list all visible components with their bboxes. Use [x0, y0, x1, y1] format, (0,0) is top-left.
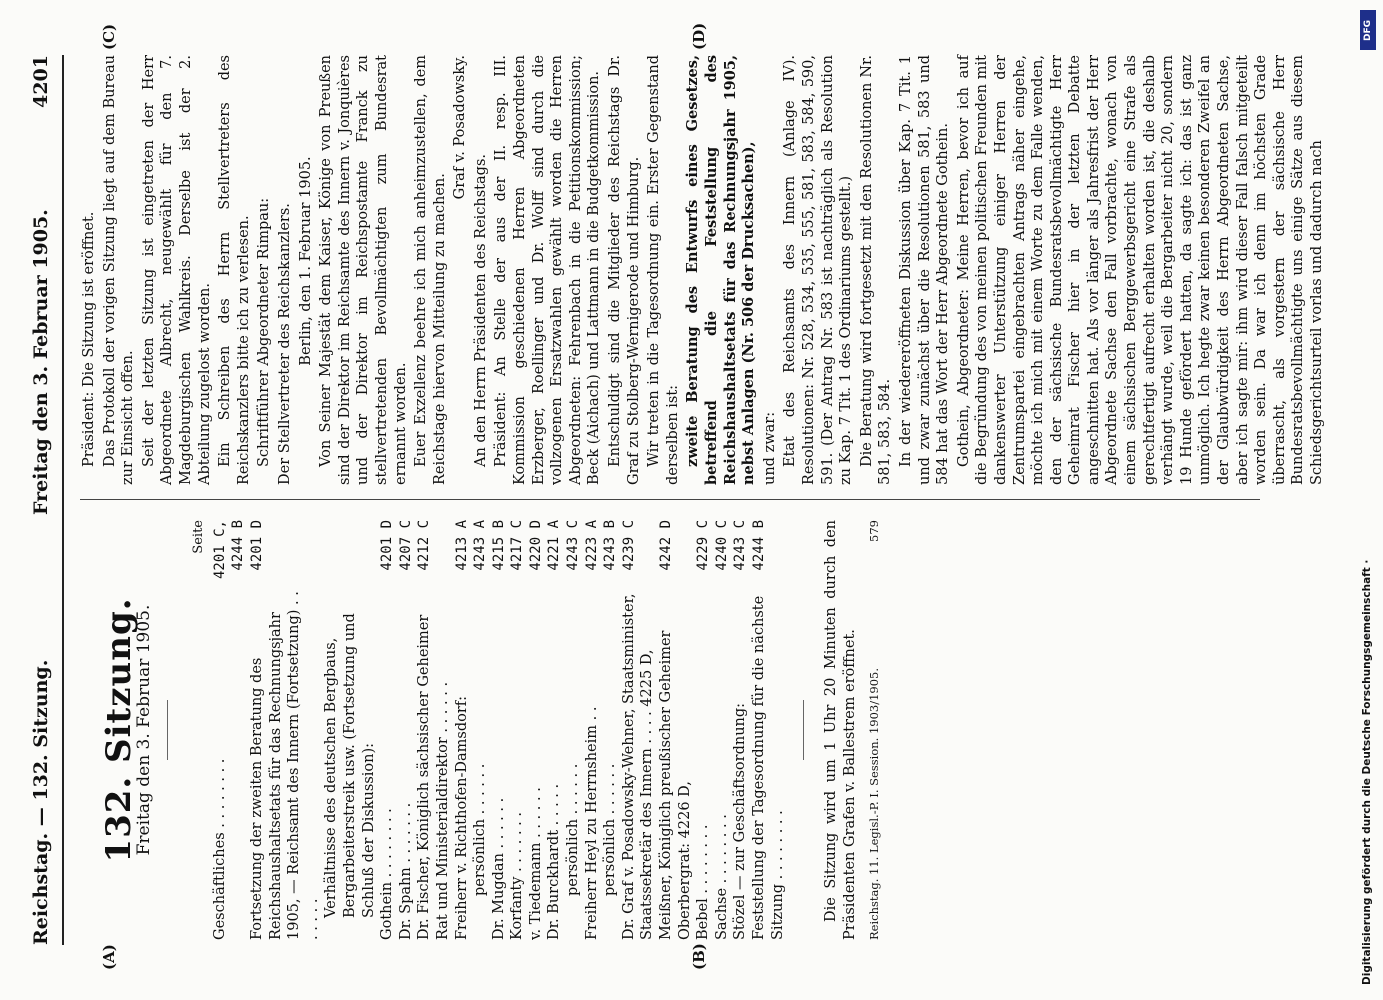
toc-entry-page: 4239 C [620, 520, 637, 571]
toc-entry-page: 4215 B [490, 520, 507, 571]
toc-row [731, 520, 750, 940]
toc-entry-text: persönlich . . . . . . [565, 763, 582, 896]
para-gothein: Gothein, Abgeordneter: Meine Herren, bevor ich auf die Begründung des von meinen politischen Freunden mit dankenswerter Unterstützung einiger Herren der Zentrumspartei eingebrachten Antrags näher eingehe, möchte ich mich mit einem Worte zu dem Falle wenden, den der sächsische Bundesratsbevollmächtigte Herr Geheimrat Fischer hier in der letzten Debatte angeschnitten hat. Als vor länger als Jahresfrist der Herr Abgeordnete Sachse den Fall vorbrachte, wonach von einem sächsischen Berggewerbsgericht eine Strafe als gerechtfertigt aufrecht erhalten worden ist, die deshalb verhängt wurde, weil die Bergarbeiter nicht 20, sondern 19 Hunde gefördert hatten, da sagte ich: das ist ganz unmöglich. Ich hegte zwar keinen besonderen Zweifel an der Glaubwürdigkeit des Herrn Abgeordneten Sachse, aber ich sagte mir: ihm wird dieser Fall falsch mitgeteilt worden sein. Da war ich denn im höchsten Grade überrascht, als vorgestern der sächsische Herr Bundesratsbevollmächtigte uns einige Sätze aus diesem Schiedsgerichtsurteil vorlas und dadurch nach [955, 55, 1325, 485]
toc-row [583, 520, 602, 940]
left-column [80, 520, 884, 940]
page-header [30, 55, 60, 945]
toc-entry-page: 4212 C [416, 520, 433, 571]
toc-entry-page: 4244 B [751, 520, 767, 571]
session-subtitle: Freitag den 3. Februar 1905. [133, 604, 154, 856]
para-beratung: Die Beratung wird fortgesetzt mit den Resolutionen Nr. 581, 583, 584. [858, 55, 894, 485]
toc-entry-page: 4223 A [583, 520, 600, 571]
para-stellvertreter: Der Stellvertreter des Reichskanzlers. [276, 203, 293, 485]
toc-entry-text: Dr. Burckhardt . . . . . [546, 783, 563, 940]
para-exzellenz: Euer Exzellenz beehre ich mich anheimzustellen, dem Reichstage hiervon Mitteilung zu machen. [413, 55, 448, 485]
toc-entry-text: Dr. Fischer, Königlich sächsischer Geheimer Rat und Ministerialdirektor . . . . . . [416, 614, 451, 940]
para-tagesordnung: Wir treten in die Tagesordnung ein. Erster Gegenstand derselben ist: [646, 55, 681, 485]
header-page-number: 4201 [30, 55, 52, 108]
title-rule [167, 700, 168, 760]
toc-entry-page: 4240 C [713, 520, 730, 571]
toc-entry-text: Dr. Graf v. Posadowsky-Wehner, Staatsminister, Staatssekretär des Innern . . . . 4225 D, [620, 593, 656, 940]
toc-row [750, 520, 787, 940]
para-zweite-beratung: zweite Beratung des Entwurfs eines Gesetzes, betreffend die Feststellung des Reichshaushaltsetats für das Rechnungsjahr 1905, nebst Anlagen (Nr. 506 der Drucksachen), [684, 55, 758, 485]
toc-entry-page: 4201 D [248, 520, 265, 571]
toc-row [620, 520, 657, 940]
right-column [80, 55, 1329, 485]
toc-row [211, 520, 248, 940]
toc-entry-page: 4201 C, 4244 B [211, 520, 247, 580]
toc-entry-text: Stözel — zur Geschäftsordnung: [732, 702, 749, 940]
toc-entry-page: 4243 C [565, 520, 582, 571]
toc-entry-text: Fortsetzung der zweiten Beratung des Reichshaushaltsetats für das Rechnungsjahr 1905, — Reichsamt des Innern (Fortsetzung) . . . . . . . [248, 591, 321, 940]
toc-row [527, 520, 546, 940]
toc-row [490, 520, 509, 940]
toc-row [378, 520, 397, 940]
toc-entry-text: Freiherr v. Richthofen-Damsdorf: [453, 695, 470, 940]
opening-statement: Die Sitzung wird um 1 Uhr 20 Minuten durch den Präsidenten Grafen v. Ballestrem eröffnet. [823, 520, 858, 940]
toc-entry-page: 4243 C [732, 520, 749, 571]
toc-entry-text: persönlich . . . . . . [602, 763, 619, 896]
toc-entry-page: 4229 C [695, 520, 712, 571]
footnote [865, 520, 884, 940]
toc-entry-page: 4243 A [472, 520, 489, 571]
toc-entry-text: Freiherr Heyl zu Herrnsheim . . [583, 706, 600, 940]
para-etat: Etat des Reichsamts des Innern (Anlage IV). Resolutionen: Nr. 528, 534, 535, 555, 581, 583, 584, 590, 591. (Der Antrag Nr. 583 ist nachträglich als Resolution zu Kap. 7 Tit. 1 des Ordinariums gestellt.) [782, 55, 855, 485]
toc-row [248, 520, 322, 940]
para-und-zwar: und zwar: [761, 411, 778, 485]
para-majestaet: Von Seiner Majestät dem Kaiser, Könige von Preußen sind der Direktor im Reichsamte des Innern v. Jonquières und der Direktor im Reichspostamte Franck zu stellvertretenden Bevollmächtigten zum Bundesrat ernannt worden. [318, 55, 409, 485]
toc-entry-text: v. Tiedemann . . . . . . [527, 787, 544, 940]
toc-entry-text: Dr. Spahn . . . . . . . [397, 802, 414, 940]
toc-row [322, 520, 378, 940]
toc-seite-label: Seite [191, 520, 207, 554]
dfg-credit: Digitalisierung gefördert durch die Deutsche Forschungsgemeinschaft · [1361, 559, 1373, 985]
margin-letter-c: (C) [100, 23, 118, 50]
toc-row [453, 520, 472, 940]
toc-end-rule [803, 700, 804, 760]
toc-entry-page: 4207 C [397, 520, 414, 571]
header-date: Freitag den 3. Februar 1905. [30, 209, 52, 515]
toc-row [397, 520, 416, 940]
table-of-contents [211, 520, 787, 940]
toc-entry-text: Verhältnisse des deutschen Bergbaus, Bergarbeiterstreik usw. (Fortsetzung und Schluß der Diskussion): [323, 613, 377, 918]
toc-entry-text: Dr. Mugdan . . . . . . [490, 797, 507, 940]
toc-entry-text: Feststellung der Tagesordnung für die nächste Sitzung . . . . . . . . [751, 595, 786, 940]
margin-letter-d: (D) [690, 22, 708, 50]
para-ersatzwahlen: Präsident: An Stelle der aus der II. resp. III. Kommission geschiedenen Herren Abgeordneten Erzberger, Roellinger und Dr. Wolff sind durch die vollzogenen Ersatzwahlen gewählt worden die Herren Abgeordneten: Fehrenbach in die Petitionskommission; Beck (Aichach) und Lattmann in die Budgetkommission. [493, 55, 603, 485]
toc-entry-page: 4243 B [602, 520, 619, 571]
toc-row [713, 520, 732, 940]
footnote-left: Reichstag. 11. Legisl.-P. I. Session. 1903/1905. [867, 667, 882, 940]
para-berlin-date: Berlin, den 1. Februar 1905. [297, 156, 314, 366]
toc-entry-page: 4220 D [527, 520, 544, 571]
para-diskussion: In der wiedereröffneten Diskussion über Kap. 7 Tit. 1 und zwar zunächst über die Resolutionen 581, 583 und 584 hat das Wort der Herr Abgeordnete Gothein. [897, 55, 952, 485]
toc-entry-text: Geschäftliches . . . . . . . . [211, 758, 228, 940]
margin-letter-a: (A) [100, 944, 118, 970]
toc-entry-text: persönlich . . . . . . [472, 763, 489, 896]
toc-row [694, 520, 713, 940]
toc-row [415, 520, 452, 940]
para-addressee: An den Herrn Präsidenten des Reichstags. [472, 154, 489, 467]
toc-row [545, 520, 564, 940]
toc-row [601, 520, 620, 940]
toc-entry-text: Gothein . . . . . . . . [379, 808, 396, 940]
session-title: 132. Sitzung. [99, 597, 139, 863]
para-schreiben: Ein Schreiben des Herrn Stellvertreters des Reichskanzlers bitte ich zu verlesen. [217, 55, 252, 485]
dfg-logo: DFG [1360, 10, 1376, 50]
para-protokoll: Das Protokoll der vorigen Sitzung liegt auf dem Bureau zur Einsicht offen. [101, 55, 137, 485]
para-entschuldigt: Entschuldigt sind die Mitglieder des Reichstags Dr. Graf zu Stolberg-Wernigerode und Himburg. [607, 55, 642, 485]
toc-row [564, 520, 583, 940]
toc-entry-page: 4201 D [379, 520, 396, 571]
toc-entry-page: 4217 C [509, 520, 526, 571]
column-divider [80, 499, 1260, 500]
toc-entry-text: Bebel . . . . . . . . [695, 824, 712, 940]
footnote-number: 579 [867, 520, 882, 542]
toc-entry-page: 4213 A [453, 520, 470, 571]
para-schriftfuehrer: Schriftführer Abgeordneter Rimpau: [256, 197, 273, 467]
header-rule [62, 55, 64, 945]
para-praesident-1: Präsident: Die Sitzung ist eröffnet. [81, 211, 97, 467]
margin-letter-b: (B) [690, 943, 708, 970]
toc-entry-text: Korfanty . . . . . . . [509, 811, 526, 940]
toc-entry-text: Meißner, Königlich preußischer Geheimer Oberbergrat: 4226 D, [658, 630, 693, 940]
para-signature: Graf v. Posadowsky. [452, 55, 469, 200]
header-left: Reichstag. — 132. Sitzung. [30, 659, 52, 945]
toc-row [508, 520, 527, 940]
toc-entry-page: 4242 D [658, 520, 675, 571]
para-eingetreten: Seit der letzten Sitzung ist eingetreten der Herr Abgeordnete Albrecht, neugewählt für den 7. Magdeburgischen Wahlkreis. Derselbe ist der 2. Abteilung zugelost worden. [140, 55, 213, 485]
toc-row [471, 520, 490, 940]
toc-row [657, 520, 694, 940]
toc-entry-text: Sachse . . . . . . . . [713, 814, 730, 940]
toc-entry-page: 4221 A [546, 520, 563, 571]
